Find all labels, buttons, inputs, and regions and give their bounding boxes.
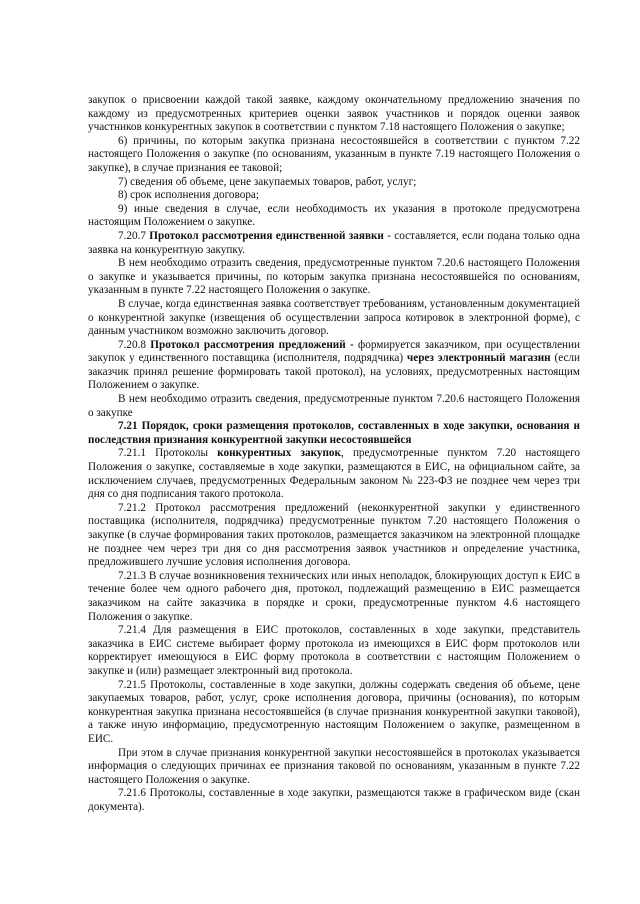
bold-text: через электронный магазин — [406, 352, 551, 365]
text-run: (если заказчик принял решение формировать такой протокол), на условиях, предусмотренных настоящим Положением о закупке. — [88, 352, 581, 392]
text-run: 6) причины, по которым закупка признана несостоявшейся в соответствии с пунктом 7.22 настоящего Положения о закупке (по основаниям, указанным в пункте 7.19 настоящего Положения о закупке), в случае признания ее таковой; — [88, 134, 580, 174]
paragraph — [88, 135, 580, 176]
paragraph — [88, 94, 580, 135]
text-run: В нем необходимо отразить сведения, предусмотренные пунктом 7.20.6 настоящего Положения о закупке и указывается причины, по которым закупка признана несостоявшейся по основаниям, указанным в пункте 7.22 настоящего Положения о закупке. — [88, 257, 580, 297]
text-run: 7.21.3 В случае возникновения технических или иных неполадок, блокирующих доступ к ЕИС в течение более чем одного рабочего дня, протокол, подлежащий размещению в ЕИС размещается заказчиком на сайте заказчика в порядке и сроки, предусмотренные пунктом 4.6 настоящего Положения о закупке. — [88, 569, 580, 623]
paragraph — [88, 420, 580, 447]
text-run: 8) срок исполнения договора; — [118, 189, 259, 202]
text-run: В случае, когда единственная заявка соответствует требованиям, установленным документацией о конкурентной закупке (извещения об осуществлении запроса котировок в электронной форме), с данным участником возможно заключить договор. — [88, 297, 580, 338]
text-run: 7) сведения об объеме, цене закупаемых товаров, работ, услуг; — [118, 175, 417, 188]
text-run: 7.20.8 — [118, 338, 151, 351]
bold-text: конкурентных закупок — [217, 447, 341, 460]
document-page — [88, 94, 580, 814]
text-run: формируется заказчиком, при осуществлении закупок у единственного поставщика (исполнителя, подрядчика) — [88, 338, 580, 365]
text-run: 7.21.1 Протоколы — [118, 447, 218, 460]
text-run: 7.21.2 Протокол рассмотрения предложений (неконкурентной закупки у единственного поставщика (исполнителя, подрядчика) предусмотренные пунктом 7.20 настоящего Положения о закупке (в случае формирования таких протоколов, размещается заказчиком на электронной площадке не позднее чем через три дня со дня рассмотрения заявок участников и определение участника, предложившего лучшие условия исполнения договора. — [88, 501, 580, 569]
paragraph — [88, 230, 580, 257]
text-run: 9) иные сведения в случае, если необходимость их указания в протоколе предусмотрена настоящим Положением о закупке. — [88, 202, 580, 229]
text-run: , предусмотренные пунктом 7.20 настоящего Положения о закупке, составляемые в ходе закупки, размещаются в ЕИС, на официальном сайте, за исключением случаев, предусмотренных Федеральным законом № 223-ФЗ не позднее чем через три дня со дня подписания такого протокола. — [88, 447, 580, 501]
paragraph — [88, 570, 580, 624]
paragraph — [88, 189, 580, 203]
text-run: 7.21.5 Протоколы, составленные в ходе закупки, должны содержать сведения об объеме, цене закупаемых товаров, работ, услуг, сроке исполнения договора, причины (основания), по которым конкурентная закупка признана несостоявшейся (в случае признания конкурентной закупки таковой), а также иную информацию, предусмотренную настоящим Положением о закупке, размещенном в ЕИС. — [88, 678, 580, 745]
paragraph — [88, 624, 580, 678]
paragraph — [88, 447, 580, 501]
text-run: В нем необходимо отразить сведения, предусмотренные пунктом 7.20.6 настоящего Положения о закупке — [88, 393, 580, 419]
paragraph — [88, 339, 580, 393]
paragraph — [88, 679, 580, 747]
paragraph — [88, 298, 580, 339]
text-run: закупок о присвоении каждой такой заявке, каждому окончательному предложению значения по каждому из предусмотренных критериев оценки заявок участников и порядок оценки заявок участников конкурентных закупок в соответствии с пунктом 7.18 настоящего Положения о закупке; — [88, 94, 580, 134]
paragraph — [88, 393, 580, 420]
paragraph — [88, 502, 580, 570]
text-run: 7.21.4 Для размещения в ЕИС протоколов, составленных в ходе закупки, представитель заказчика в ЕИС системе выбирает форму протокола из имеющихся в ЕИС форм протоколов или корректирует имеющуюся в ЕИС форму протокола в соответствии с настоящим Положением о закупке и (или) размещает электронный вид протокола. — [88, 624, 580, 677]
paragraph — [88, 203, 580, 230]
bold-text: Протокол рассмотрения единственной заявки — [149, 229, 384, 242]
paragraph — [88, 787, 580, 814]
text-run: 7.20.7 — [118, 229, 150, 242]
paragraph — [88, 257, 580, 298]
bold-text: 7.21 Порядок, сроки размещения протоколов, составленных в ходе закупки, основания и последствия признания конкурентной закупки несостоявшейся — [88, 420, 580, 446]
paragraph — [88, 176, 580, 190]
paragraph — [88, 747, 580, 788]
text-run: 7.21.6 Протоколы, составленные в ходе закупки, размещаются также в графическом виде (скан документа). — [88, 787, 580, 813]
text-run: При этом в случае признания конкурентной закупки несостоявшейся в протоколах указывается информация о следующих причинах ее признания таковой по основаниям, указанным в пункте 7.22 настоящего Положения о закупке. — [88, 746, 580, 786]
text-run: - составляется, если подана только одна заявка на конкурентную закупку. — [88, 229, 580, 256]
bold-text: Протокол рассмотрения предложений - — [150, 338, 354, 351]
